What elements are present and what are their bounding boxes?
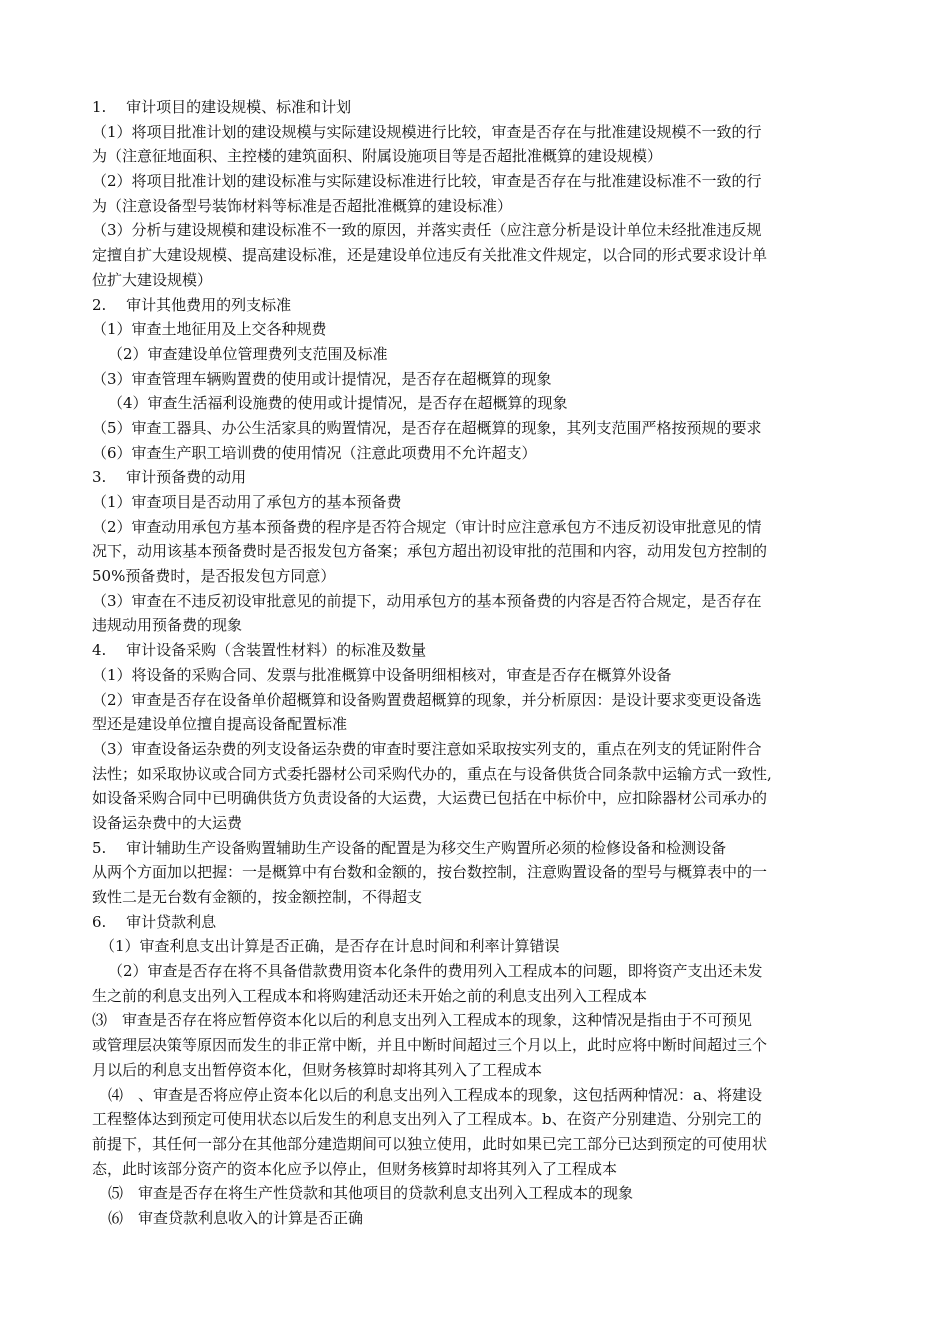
text-line: （5）审查工器具、办公生活家具的购置情况，是否存在超概算的现象，其列支范围严格按预规的要求 <box>92 418 762 437</box>
text-line: （2）审查是否存在将不具备借款费用资本化条件的费用列入工程成本的问题，即将资产支出还未发 <box>108 962 763 981</box>
text-line: ⑹ 审查贷款利息收入的计算是否正确 <box>108 1208 364 1227</box>
text-line: （2）审查动用承包方基本预备费的程序是否符合规定（审计时应注意承包方不违反初设审批意见的情 <box>92 517 762 536</box>
text-line: 月以后的利息支出暂停资本化，但财务核算时却将其列入了工程成本 <box>92 1060 543 1079</box>
text-line: 致性二是无台数有金额的，按金额控制，不得超支 <box>92 888 423 906</box>
text-line: （1）审查利息支出计算是否正确，是否存在计息时间和利率计算错误 <box>100 937 560 956</box>
text-line: 态，此时该部分资产的资本化应予以停止，但财务核算时却将其列入了工程成本 <box>92 1159 618 1178</box>
text-line: 从两个方面加以把握：一是概算中有台数和金额的，按台数控制，注意购置设备的型号与概算表中的一 <box>92 863 768 882</box>
text-line: 6. 审计贷款利息 <box>92 912 217 931</box>
text-line: 况下，动用该基本预备费时是否报发包方备案；承包方超出初设审批的范围和内容，动用发包方控制的 <box>92 542 768 561</box>
text-line: 4. 审计设备采购（含装置性材料）的标准及数量 <box>92 641 427 660</box>
text-line: 生之前的利息支出列入工程成本和将购建活动还未开始之前的利息支出列入工程成本 <box>92 986 648 1005</box>
text-line: 前提下，其任何一部分在其他部分建造期间可以独立使用，此时如果已完工部分已达到预定的可使用状 <box>92 1134 768 1153</box>
text-line: 位扩大建设规模） <box>92 270 213 289</box>
text-line: 3. 审计预备费的动用 <box>92 468 247 487</box>
text-line: 法性；如采取协议或合同方式委托器材公司采购代办的，重点在与设备供货合同条款中运输方式一致性, <box>92 764 772 783</box>
text-line: 工程整体达到预定可使用状态以后发生的利息支出列入了工程成本。b、在资产分别建造、分别完工的 <box>92 1110 762 1129</box>
document-body <box>92 95 860 1231</box>
text-line: （2）审查建设单位管理费列支范围及标准 <box>108 344 388 363</box>
text-line: （1）将设备的采购合同、发票与批准概算中设备明细相核对，审查是否存在概算外设备 <box>92 665 672 684</box>
text-line: ⑶ 审查是否存在将应暂停资本化以后的利息支出列入工程成本的现象，这种情况是指由于不可预见 <box>92 1011 753 1030</box>
text-line: （6）审查生产职工培训费的使用情况（注意此项费用不允许超支） <box>92 443 537 462</box>
text-line: 型还是建设单位擅自提高设备配置标准 <box>92 715 348 734</box>
text-line: 如设备采购合同中已明确供货方负责设备的大运费，大运费已包括在中标价中，应扣除器材公司承办的 <box>92 789 768 808</box>
text-line: 1. 审计项目的建设规模、标准和计划 <box>92 98 352 116</box>
text-line: 为（注意征地面积、主控楼的建筑面积、附属设施项目等是否超批准概算的建设规模） <box>92 147 663 166</box>
text-line: （3）分析与建设规模和建设标准不一致的原因，并落实责任（应注意分析是设计单位未经批准违反规 <box>92 221 762 240</box>
text-line: （1）审查土地征用及上交各种规费 <box>92 320 327 339</box>
text-line: （3）审查设备运杂费的列支设备运杂费的审查时要注意如采取按实列支的，重点在列支的凭证附件合 <box>92 739 762 758</box>
text-line: 5. 审计辅助生产设备购置辅助生产设备的配置是为移交生产购置所必须的检修设备和检测设备 <box>92 838 727 857</box>
text-line: ⑷ 、审查是否将应停止资本化以后的利息支出列入工程成本的现象，这包括两种情况：a、将建设 <box>108 1085 762 1104</box>
text-line: ⑸ 审查是否存在将生产性贷款和其他项目的贷款利息支出列入工程成本的现象 <box>108 1184 634 1203</box>
text-line: （2）将项目批准计划的建设标准与实际建设标准进行比较，审查是否存在与批准建设标准不一致的行 <box>92 172 762 191</box>
text-line: 或管理层决策等原因而发生的非正常中断，并且中断时间超过三个月以上，此时应将中断时间超过三个 <box>92 1036 768 1055</box>
text-line: （4）审查生活福利设施费的使用或计提情况，是否存在超概算的现象 <box>108 394 568 413</box>
text-line: 为（注意设备型号装饰材料等标准是否超批准概算的建设标准） <box>92 196 513 215</box>
text-line: （3）审查在不违反初设审批意见的前提下，动用承包方的基本预备费的内容是否符合规定，是否存在 <box>92 591 762 610</box>
text-line: （1）审查项目是否动用了承包方的基本预备费 <box>92 493 402 511</box>
text-line: 50%预备费时，是否报发包方同意） <box>92 567 336 586</box>
text-line: （1）将项目批准计划的建设规模与实际建设规模进行比较，审查是否存在与批准建设规模不一致的行 <box>92 122 762 141</box>
text-line: 2. 审计其他费用的列支标准 <box>92 295 292 314</box>
text-line: 违规动用预备费的现象 <box>92 616 243 635</box>
text-line: 设备运杂费中的大运费 <box>92 813 243 832</box>
text-line: （2）审查是否存在设备单价超概算和设备购置费超概算的现象，并分析原因：是设计要求变更设备选 <box>92 690 762 709</box>
text-line: （3）审查管理车辆购置费的使用或计提情况，是否存在超概算的现象 <box>92 369 552 388</box>
text-line: 定擅自扩大建设规模、提高建设标准，还是建设单位违反有关批准文件规定，以合同的形式要求设计单 <box>92 246 768 265</box>
